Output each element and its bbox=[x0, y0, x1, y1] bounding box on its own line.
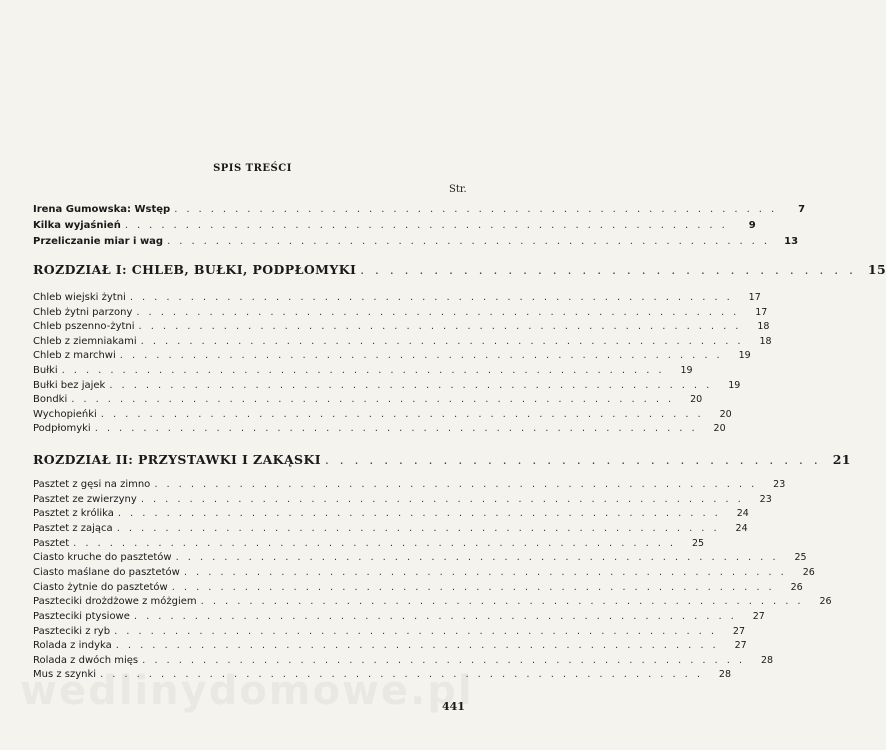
dot-leader: .................................................. bbox=[94, 423, 704, 435]
entry-page: 19 bbox=[728, 379, 741, 391]
entry-title: Ciasto żytnie do pasztetów bbox=[33, 581, 168, 593]
entry-page: 17 bbox=[755, 306, 768, 318]
toc-heading: SPIS TREŚCI bbox=[213, 163, 292, 174]
entry-title: Bułki bbox=[33, 365, 58, 376]
entry-page: 26 bbox=[790, 581, 803, 593]
toc-entry bbox=[33, 236, 799, 250]
entry-page: 27 bbox=[734, 640, 747, 652]
entry-title: Przeliczanie miar i wag bbox=[33, 236, 164, 247]
toc-entry bbox=[33, 292, 761, 306]
entry-title: Pasztet ze zwierzyny bbox=[33, 493, 137, 505]
toc-entry bbox=[33, 321, 770, 335]
toc-entry bbox=[33, 522, 748, 537]
toc-entry bbox=[33, 423, 726, 437]
chapter-page: 15 bbox=[867, 262, 886, 277]
entry-title: Paszteciki ptysiowe bbox=[33, 610, 130, 622]
entry-page: 7 bbox=[798, 204, 806, 215]
entry-page: 23 bbox=[759, 493, 772, 505]
toc-entry bbox=[33, 537, 705, 552]
toc-entry bbox=[33, 493, 772, 508]
entry-title: Podpłomyki bbox=[33, 423, 91, 435]
toc-entry bbox=[33, 640, 747, 654]
entry-title: Paszteciki drożdżowe z móżgiem bbox=[33, 596, 197, 608]
entry-page: 18 bbox=[759, 335, 772, 347]
dot-leader: .................................................. bbox=[109, 379, 719, 391]
entry-title: Pasztet bbox=[33, 537, 70, 549]
entry-page: 26 bbox=[802, 566, 815, 578]
dot-leader: .................................................. bbox=[200, 596, 810, 608]
entry-title: Paszteciki z ryb bbox=[33, 625, 111, 637]
entry-page: 24 bbox=[735, 522, 748, 534]
entry-title: Pasztet z królika bbox=[33, 508, 114, 520]
entry-page: 25 bbox=[794, 552, 807, 564]
entry-title: Kilka wyjaśnień bbox=[33, 220, 121, 231]
dot-leader: .................................................. bbox=[117, 508, 727, 520]
dot-leader: .................................. bbox=[324, 453, 829, 467]
chapter-heading bbox=[33, 452, 851, 472]
entry-page: 27 bbox=[752, 610, 765, 622]
toc-entry bbox=[33, 552, 807, 566]
dot-leader: .................................................. bbox=[61, 365, 671, 376]
dot-leader: .................................................. bbox=[175, 552, 785, 564]
toc-entry bbox=[33, 508, 749, 522]
toc-entry bbox=[33, 625, 746, 640]
entry-page: 9 bbox=[748, 220, 756, 231]
toc-entry bbox=[33, 479, 786, 493]
page-number: 441 bbox=[442, 700, 465, 713]
entry-page: 20 bbox=[690, 394, 703, 406]
dot-leader: .................................................. bbox=[115, 640, 725, 652]
dot-leader: .................................................. bbox=[167, 236, 777, 247]
entry-title: Ciasto maślane do pasztetów bbox=[33, 566, 180, 578]
toc-entry bbox=[33, 654, 774, 669]
chapter-heading bbox=[33, 262, 886, 282]
entry-title: Pasztet z zająca bbox=[33, 522, 113, 534]
entry-page: 19 bbox=[680, 365, 693, 376]
entry-title: Chleb z marchwi bbox=[33, 350, 116, 362]
dot-leader: .................................................. bbox=[183, 566, 793, 578]
dot-leader: .................................................. bbox=[133, 610, 743, 622]
toc-entry bbox=[33, 566, 815, 581]
dot-leader: .................................................. bbox=[100, 408, 710, 420]
entry-title: Wychopieńki bbox=[33, 408, 97, 420]
toc-entry bbox=[33, 394, 703, 408]
entry-page: 17 bbox=[748, 292, 761, 303]
entry-page: 28 bbox=[761, 654, 774, 666]
toc-entry bbox=[33, 408, 732, 423]
entry-title: Chleb z ziemniakami bbox=[33, 335, 137, 347]
toc-entry bbox=[33, 204, 806, 218]
dot-leader: .................................................. bbox=[73, 537, 683, 549]
page-column-label: Str. bbox=[449, 184, 467, 195]
dot-leader: .................................................. bbox=[136, 306, 746, 318]
entry-page: 25 bbox=[692, 537, 705, 549]
toc-entry bbox=[33, 610, 765, 625]
entry-title: Pasztet z gęsi na zimno bbox=[33, 479, 151, 490]
toc-entry bbox=[33, 335, 772, 350]
toc-entry bbox=[33, 350, 751, 364]
toc-entry bbox=[33, 379, 741, 394]
entry-title: Mus z szynki bbox=[33, 669, 97, 681]
toc-entry bbox=[33, 669, 732, 683]
entry-title: Chleb żytni parzony bbox=[33, 306, 133, 318]
dot-leader: .................................................. bbox=[174, 204, 784, 215]
toc-entry bbox=[33, 220, 756, 234]
dot-leader: .................................................. bbox=[129, 292, 739, 303]
dot-leader: .................................................. bbox=[140, 335, 750, 347]
toc-entry bbox=[33, 306, 768, 321]
chapter-title: ROZDZIAŁ I: CHLEB, BUŁKI, PODPŁOMYKI bbox=[33, 262, 357, 277]
entry-title: Bułki bez jajek bbox=[33, 379, 106, 391]
dot-leader: .................................................. bbox=[119, 350, 729, 362]
dot-leader: .................................................. bbox=[142, 654, 752, 666]
dot-leader: .................................................. bbox=[171, 581, 781, 593]
toc-entry bbox=[33, 581, 803, 596]
toc-entry bbox=[33, 596, 832, 610]
entry-page: 27 bbox=[732, 625, 746, 637]
dot-leader: .................................................. bbox=[100, 669, 710, 681]
dot-leader: .................................................. bbox=[116, 522, 726, 534]
entry-title: Rolada z dwóch mięs bbox=[33, 654, 139, 666]
entry-page: 26 bbox=[819, 596, 832, 608]
entry-page: 23 bbox=[773, 479, 786, 490]
entry-page: 19 bbox=[738, 350, 751, 362]
entry-page: 24 bbox=[736, 508, 749, 520]
entry-title: Rolada z indyka bbox=[33, 640, 112, 652]
dot-leader: .................................. bbox=[360, 263, 864, 277]
entry-title: Bondki bbox=[33, 394, 68, 406]
entry-page: 28 bbox=[718, 669, 732, 681]
entry-title: Irena Gumowska: Wstęp bbox=[33, 204, 171, 215]
entry-page: 20 bbox=[713, 423, 726, 435]
entry-page: 13 bbox=[784, 236, 799, 247]
toc-entry bbox=[33, 365, 693, 379]
chapter-title: ROZDZIAŁ II: PRZYSTAWKI I ZAKĄSKI bbox=[33, 452, 321, 467]
entry-page: 18 bbox=[757, 321, 770, 333]
dot-leader: .................................................. bbox=[71, 394, 681, 406]
entry-title: Chleb pszenno-żytni bbox=[33, 321, 135, 333]
dot-leader: .................................................. bbox=[114, 625, 724, 637]
entry-page: 20 bbox=[719, 408, 732, 420]
dot-leader: .................................................. bbox=[124, 220, 734, 231]
dot-leader: .................................................. bbox=[138, 321, 748, 333]
dot-leader: .................................................. bbox=[140, 493, 750, 505]
dot-leader: .................................................. bbox=[154, 479, 764, 490]
chapter-page: 21 bbox=[832, 452, 851, 467]
entry-title: Chleb wiejski żytni bbox=[33, 292, 126, 303]
entry-title: Ciasto kruche do pasztetów bbox=[33, 552, 172, 564]
